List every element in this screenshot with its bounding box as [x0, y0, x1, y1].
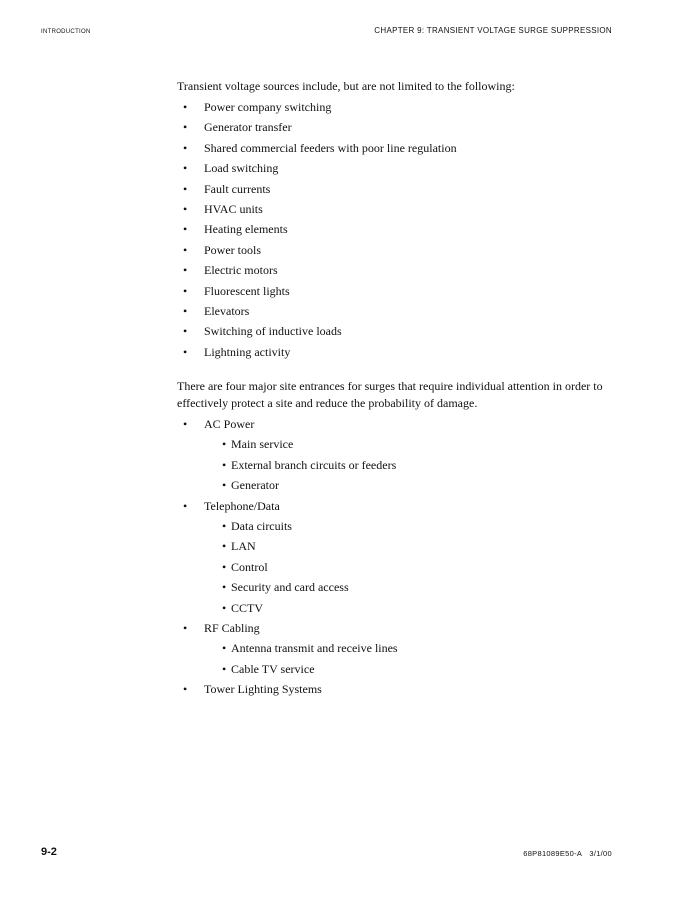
transient-sources-list — [177, 99, 617, 364]
sub-list-item: • External branch circuits or feeders — [177, 457, 617, 477]
list-item: • Elevators — [177, 303, 617, 323]
running-header-chapter: CHAPTER 9: TRANSIENT VOLTAGE SURGE SUPPRESSION — [374, 26, 612, 35]
entrance-rf-cabling: • RF Cabling — [177, 620, 617, 640]
sub-list-item: • CCTV — [177, 600, 617, 620]
list-item: • Switching of inductive loads — [177, 323, 617, 343]
page-number: 9-2 — [41, 846, 57, 858]
document-date: 3/1/00 — [589, 849, 612, 858]
sub-list-item: • Data circuits — [177, 518, 617, 538]
rf-cabling-sublist — [177, 640, 617, 681]
entrances-paragraph: There are four major site entrances for surges that require individual attention in order to effectively protect a site and reduce the probability of damage. — [177, 379, 603, 411]
sub-list-item: • Cable TV service — [177, 661, 617, 681]
sub-list-item: • LAN — [177, 538, 617, 558]
entrance-ac-power: • AC Power — [177, 416, 617, 436]
sub-list-item: • Control — [177, 559, 617, 579]
entrance-telephone-data: • Telephone/Data — [177, 498, 617, 518]
list-item: • Generator transfer — [177, 119, 617, 139]
sub-list-item: • Antenna transmit and receive lines — [177, 640, 617, 660]
list-item: • HVAC units — [177, 201, 617, 221]
list-item: • Electric motors — [177, 262, 617, 282]
list-item: • Fault currents — [177, 181, 617, 201]
list-item: • Load switching — [177, 160, 617, 180]
list-item: • Power company switching — [177, 99, 617, 119]
entrance-tower-lighting: • Tower Lighting Systems — [177, 681, 617, 701]
footer-doc-info — [523, 849, 612, 858]
page-body — [177, 78, 617, 702]
document-id: 68P81089E50-A — [523, 849, 583, 858]
ac-power-sublist — [177, 436, 617, 497]
site-entrances-list — [177, 416, 617, 701]
sub-list-item: • Main service — [177, 436, 617, 456]
sub-list-item: • Security and card access — [177, 579, 617, 599]
running-header-section: introduction — [41, 26, 91, 35]
list-item: • Power tools — [177, 242, 617, 262]
list-item: • Lightning activity — [177, 344, 617, 364]
list-item: • Fluorescent lights — [177, 283, 617, 303]
telephone-data-sublist — [177, 518, 617, 620]
intro-paragraph: Transient voltage sources include, but are not limited to the following: — [177, 79, 515, 93]
sub-list-item: • Generator — [177, 477, 617, 497]
list-item: • Heating elements — [177, 221, 617, 241]
list-item: • Shared commercial feeders with poor line regulation — [177, 140, 617, 160]
